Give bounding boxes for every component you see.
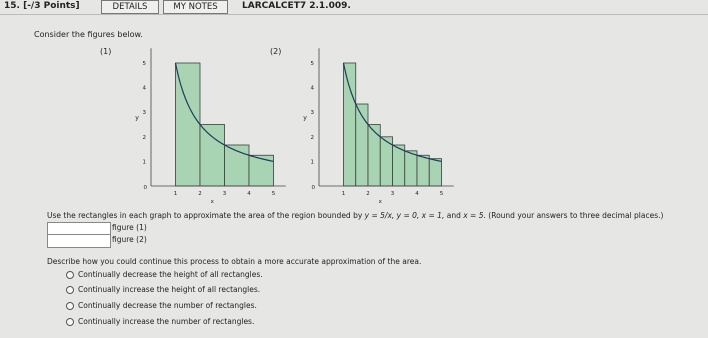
instruction-and: and (444, 211, 464, 220)
answer-figure-1-label: figure (1) (112, 223, 147, 232)
answer-figure-2-input[interactable] (47, 234, 111, 248)
bar-3 (368, 125, 380, 187)
option-1-radio[interactable] (66, 271, 74, 279)
prompt-text: Consider the figures below. (34, 30, 143, 39)
x-tick-label: 4 (415, 191, 419, 197)
origin-label: 0 (311, 185, 315, 191)
bar-2 (200, 125, 225, 187)
figure-2-chart (278, 50, 444, 206)
x-tick-label: 4 (247, 191, 251, 197)
y-tick-label: 1 (310, 159, 314, 166)
figure-1-label: (1) (100, 47, 112, 56)
x-tick-label: 1 (173, 191, 178, 197)
answer-figure-2-label: figure (2) (112, 235, 147, 244)
instruction-text (47, 211, 663, 220)
option-4-radio[interactable] (66, 318, 74, 326)
figure-2-label: (2) (270, 47, 282, 56)
bar-8 (429, 159, 441, 186)
y-axis-label: y (303, 114, 307, 122)
y-tick-label: 1 (142, 159, 146, 166)
y-axis-label: y (135, 114, 139, 122)
y-tick-label: 5 (310, 61, 314, 67)
x-tick-label: 2 (198, 191, 202, 197)
y-tick-label: 3 (142, 110, 146, 117)
bar-4 (249, 155, 274, 186)
origin-label: 0 (143, 185, 147, 191)
x-axis-label: x (378, 199, 382, 205)
y-tick-label: 4 (310, 85, 314, 92)
option-1-label[interactable]: Continually decrease the height of all rectangles. (78, 270, 263, 279)
x-tick-label: 2 (366, 191, 370, 197)
bar-1 (344, 63, 356, 186)
x-axis-label: x (210, 199, 214, 205)
problem-code: LARCALCET7 2.1.009. (242, 1, 351, 11)
bar-5 (393, 145, 405, 186)
y-tick-label: 3 (310, 110, 314, 117)
x-tick-label: 3 (390, 191, 395, 197)
figure-1-chart (110, 50, 276, 206)
option-2-label[interactable]: Continually increase the height of all rectangles. (78, 285, 261, 294)
bar-1 (176, 63, 201, 186)
instruction-before: Use the rectangles in each graph to approximate the area of the region bounded by (47, 211, 365, 220)
option-2-radio[interactable] (66, 286, 74, 294)
question-header (0, 0, 708, 15)
bar-7 (417, 155, 429, 186)
x-tick-label: 5 (271, 191, 276, 197)
question-number: 15. [-/3 Points] (4, 1, 80, 11)
instruction-math: y = 5/x, y = 0, x = 1, (364, 211, 445, 220)
instruction-after: (Round your answers to three decimal places.) (485, 211, 664, 220)
bar-6 (405, 151, 417, 186)
x-tick-label: 1 (341, 191, 346, 197)
details-button[interactable]: DETAILS (101, 0, 159, 14)
y-tick-label: 2 (142, 134, 146, 141)
y-tick-label: 2 (310, 134, 314, 141)
x-tick-label: 5 (439, 191, 444, 197)
option-3-radio[interactable] (66, 302, 74, 310)
instruction-math2: x = 5. (463, 211, 486, 220)
y-tick-label: 4 (142, 85, 146, 92)
option-4-label[interactable]: Continually increase the number of rectangles. (78, 317, 255, 326)
option-3-label[interactable]: Continually decrease the number of rectangles. (78, 301, 257, 310)
my-notes-button[interactable]: MY NOTES (163, 0, 228, 14)
x-tick-label: 3 (222, 191, 227, 197)
y-tick-label: 5 (142, 61, 146, 67)
describe-prompt: Describe how you could continue this process to obtain a more accurate approximation of the area. (47, 257, 422, 266)
